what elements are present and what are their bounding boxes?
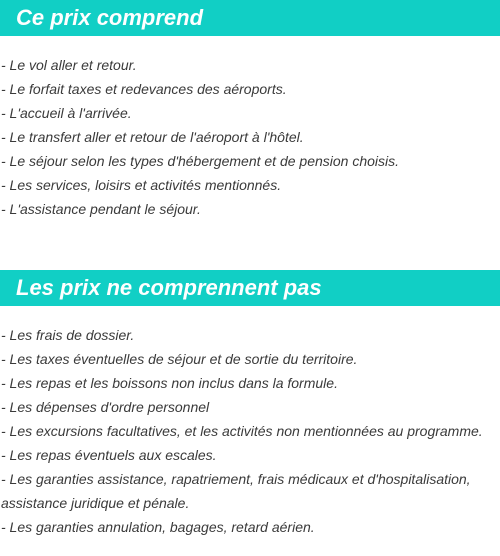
price-includes-section — [0, 0, 500, 221]
list-item: - L'assistance pendant le séjour. — [1, 201, 201, 217]
list-item: - Les excursions facultatives, et les activités non mentionnées au programme. — [1, 423, 483, 439]
price-includes-list — [0, 53, 500, 221]
list-item: - Les garanties assistance, rapatriement, frais médicaux et d'hospitalisation, assistance juridique et pénale. — [1, 471, 471, 511]
price-excludes-section — [0, 270, 500, 539]
price-excludes-list — [0, 323, 500, 539]
list-item: - L'accueil à l'arrivée. — [1, 105, 132, 121]
list-item: - Les services, loisirs et activités mentionnés. — [1, 177, 282, 193]
list-item: - Les garanties annulation, bagages, retard aérien. — [1, 519, 315, 535]
list-item: - Le transfert aller et retour de l'aéroport à l'hôtel. — [1, 129, 304, 145]
list-item: - Les repas éventuels aux escales. — [1, 447, 217, 463]
price-excludes-heading: Les prix ne comprennent pas — [0, 270, 500, 306]
list-item: - Les frais de dossier. — [1, 327, 135, 343]
list-item: - Le séjour selon les types d'hébergement et de pension choisis. — [1, 153, 400, 169]
price-includes-heading: Ce prix comprend — [0, 0, 500, 36]
list-item: - Les dépenses d'ordre personnel — [1, 399, 210, 415]
list-item: - Le vol aller et retour. — [1, 57, 137, 73]
list-item: - Les repas et les boissons non inclus dans la formule. — [1, 375, 338, 391]
list-item: - Les taxes éventuelles de séjour et de sortie du territoire. — [1, 351, 358, 367]
list-item: - Le forfait taxes et redevances des aéroports. — [1, 81, 287, 97]
